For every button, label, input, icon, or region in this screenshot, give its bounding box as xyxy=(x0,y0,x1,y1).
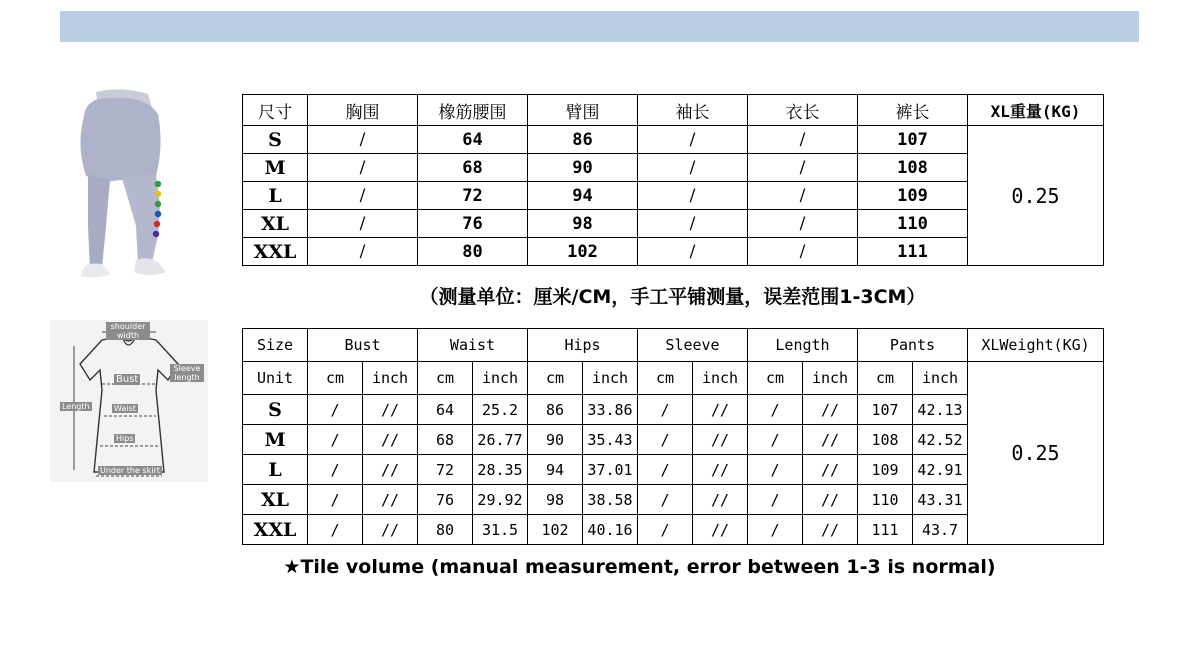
cell-unit: cm xyxy=(638,362,693,395)
header-weight: XLWeight(KG) xyxy=(968,329,1104,362)
cell-value: 86 xyxy=(528,395,583,425)
header-length: 衣长 xyxy=(748,95,858,126)
measurement-note-english: ★Tile volume (manual measurement, error between 1-3 is normal) xyxy=(283,556,996,578)
header-pants: 裤长 xyxy=(858,95,968,126)
cell-value: / xyxy=(308,395,363,425)
cell-value: 38.58 xyxy=(583,485,638,515)
cell-unit: inch xyxy=(473,362,528,395)
cell-value: 86 xyxy=(528,126,638,154)
cell-value: / xyxy=(638,182,748,210)
cell-value: // xyxy=(803,515,858,545)
cell-value: / xyxy=(308,515,363,545)
cell-size: L xyxy=(243,455,308,485)
leggings-product-photo xyxy=(66,86,190,281)
cell-size: XL xyxy=(243,485,308,515)
cell-value: / xyxy=(748,485,803,515)
cell-value: 108 xyxy=(858,154,968,182)
cell-size: XXL xyxy=(243,238,308,266)
cell-value: // xyxy=(693,455,748,485)
cell-value: / xyxy=(638,126,748,154)
diagram-label-sleeve: Sleeve length xyxy=(170,364,204,382)
header-size: Size xyxy=(243,329,308,362)
cell-value: 90 xyxy=(528,425,583,455)
cell-value: 102 xyxy=(528,515,583,545)
cell-value: 64 xyxy=(418,126,528,154)
diagram-label-length: Length xyxy=(62,402,90,411)
diagram-label-waist: Waist xyxy=(114,404,136,413)
cell-value: 42.52 xyxy=(913,425,968,455)
cell-value: 107 xyxy=(858,126,968,154)
cell-value: / xyxy=(748,515,803,545)
cell-unit: inch xyxy=(693,362,748,395)
cell-value: / xyxy=(748,425,803,455)
header-sleeve: 袖长 xyxy=(638,95,748,126)
unit-row xyxy=(243,362,1104,395)
table-header-row xyxy=(243,329,1104,362)
cell-value: / xyxy=(638,238,748,266)
cell-value: 68 xyxy=(418,425,473,455)
cell-value: 26.77 xyxy=(473,425,528,455)
cell-value: 107 xyxy=(858,395,913,425)
cell-value: / xyxy=(748,210,858,238)
cell-value: 42.13 xyxy=(913,395,968,425)
cell-unit: inch xyxy=(583,362,638,395)
cell-value: 43.7 xyxy=(913,515,968,545)
header-waist: 橡筋腰围 xyxy=(418,95,528,126)
cell-value: / xyxy=(308,126,418,154)
cell-value: 33.86 xyxy=(583,395,638,425)
cell-value: / xyxy=(308,182,418,210)
cell-value: / xyxy=(638,455,693,485)
diagram-label-bust: Bust xyxy=(116,374,139,385)
header-waist: Waist xyxy=(418,329,528,362)
cell-value: / xyxy=(638,210,748,238)
cell-value: 31.5 xyxy=(473,515,528,545)
cell-value: 72 xyxy=(418,182,528,210)
cell-value: / xyxy=(638,425,693,455)
cell-value: / xyxy=(638,395,693,425)
table-row xyxy=(243,126,1104,154)
measurement-note-chinese: （测量单位：厘米/CM，手工平铺测量，误差范围1-3CM） xyxy=(419,286,926,308)
cell-size: S xyxy=(243,395,308,425)
cell-value: / xyxy=(638,515,693,545)
cell-value: 110 xyxy=(858,210,968,238)
cell-value: 94 xyxy=(528,455,583,485)
cell-value: 90 xyxy=(528,154,638,182)
cell-value: / xyxy=(748,455,803,485)
cell-value: 102 xyxy=(528,238,638,266)
cell-value: 40.16 xyxy=(583,515,638,545)
header-bust: 胸围 xyxy=(308,95,418,126)
cell-value: / xyxy=(308,210,418,238)
cell-value: / xyxy=(748,126,858,154)
cell-value: 111 xyxy=(858,515,913,545)
cell-value: // xyxy=(803,425,858,455)
cell-value: 76 xyxy=(418,485,473,515)
cell-value: / xyxy=(308,485,363,515)
header-bust: Bust xyxy=(308,329,418,362)
cell-value: 98 xyxy=(528,210,638,238)
cell-unit: Unit xyxy=(243,362,308,395)
cell-value: 109 xyxy=(858,455,913,485)
cell-unit: cm xyxy=(528,362,583,395)
cell-weight: 0.25 xyxy=(968,362,1104,545)
cell-value: 72 xyxy=(418,455,473,485)
diagram-label-shoulder: shoulder width xyxy=(106,322,150,340)
cell-value: / xyxy=(748,238,858,266)
cell-value: // xyxy=(693,485,748,515)
diagram-label-hips: Hips xyxy=(116,434,134,443)
header-weight: XL重量(KG) xyxy=(968,95,1104,126)
cell-value: / xyxy=(308,238,418,266)
header-pants: Pants xyxy=(858,329,968,362)
cell-value: 35.43 xyxy=(583,425,638,455)
cell-value: 42.91 xyxy=(913,455,968,485)
header-sleeve: Sleeve xyxy=(638,329,748,362)
cell-weight: 0.25 xyxy=(968,126,1104,266)
cell-value: // xyxy=(803,455,858,485)
cell-unit: cm xyxy=(748,362,803,395)
header-length: Length xyxy=(748,329,858,362)
cell-value: / xyxy=(638,154,748,182)
cell-value: 28.35 xyxy=(473,455,528,485)
cell-unit: inch xyxy=(913,362,968,395)
top-banner-bar xyxy=(60,11,1139,42)
cell-value: 80 xyxy=(418,515,473,545)
cell-size: M xyxy=(243,425,308,455)
cell-unit: cm xyxy=(418,362,473,395)
cell-size: M xyxy=(243,154,308,182)
cell-value: // xyxy=(363,455,418,485)
cell-value: / xyxy=(748,395,803,425)
cell-value: 110 xyxy=(858,485,913,515)
cell-value: 98 xyxy=(528,485,583,515)
cell-value: 37.01 xyxy=(583,455,638,485)
table-header-row xyxy=(243,95,1104,126)
cell-unit: inch xyxy=(363,362,418,395)
cell-value: 76 xyxy=(418,210,528,238)
cell-value: / xyxy=(748,154,858,182)
cell-value: 68 xyxy=(418,154,528,182)
size-diagram xyxy=(50,320,208,482)
cell-unit: cm xyxy=(858,362,913,395)
cell-size: L xyxy=(243,182,308,210)
cell-value: // xyxy=(803,485,858,515)
cell-value: // xyxy=(693,395,748,425)
cell-value: // xyxy=(363,515,418,545)
cell-value: // xyxy=(803,395,858,425)
cell-unit: cm xyxy=(308,362,363,395)
diagram-label-under-skirt: Under the skirt xyxy=(100,466,160,475)
size-table-chinese xyxy=(242,94,1104,266)
cell-value: / xyxy=(308,425,363,455)
cell-value: // xyxy=(693,425,748,455)
cell-value: 25.2 xyxy=(473,395,528,425)
header-hips: Hips xyxy=(528,329,638,362)
cell-value: // xyxy=(693,515,748,545)
cell-value: / xyxy=(308,154,418,182)
cell-value: 109 xyxy=(858,182,968,210)
header-arm: 臂围 xyxy=(528,95,638,126)
cell-value: 94 xyxy=(528,182,638,210)
cell-value: 80 xyxy=(418,238,528,266)
size-table-english xyxy=(242,328,1104,545)
cell-size: XL xyxy=(243,210,308,238)
cell-value: / xyxy=(308,455,363,485)
cell-value: / xyxy=(748,182,858,210)
dress-outline-icon xyxy=(50,320,208,482)
cell-value: 29.92 xyxy=(473,485,528,515)
cell-value: // xyxy=(363,485,418,515)
cell-unit: inch xyxy=(803,362,858,395)
cell-value: 108 xyxy=(858,425,913,455)
cell-value: 64 xyxy=(418,395,473,425)
cell-value: 111 xyxy=(858,238,968,266)
cell-value: / xyxy=(638,485,693,515)
cell-size: XXL xyxy=(243,515,308,545)
cell-value: // xyxy=(363,395,418,425)
header-size: 尺寸 xyxy=(243,95,308,126)
cell-value: // xyxy=(363,425,418,455)
cell-size: S xyxy=(243,126,308,154)
cell-value: 43.31 xyxy=(913,485,968,515)
